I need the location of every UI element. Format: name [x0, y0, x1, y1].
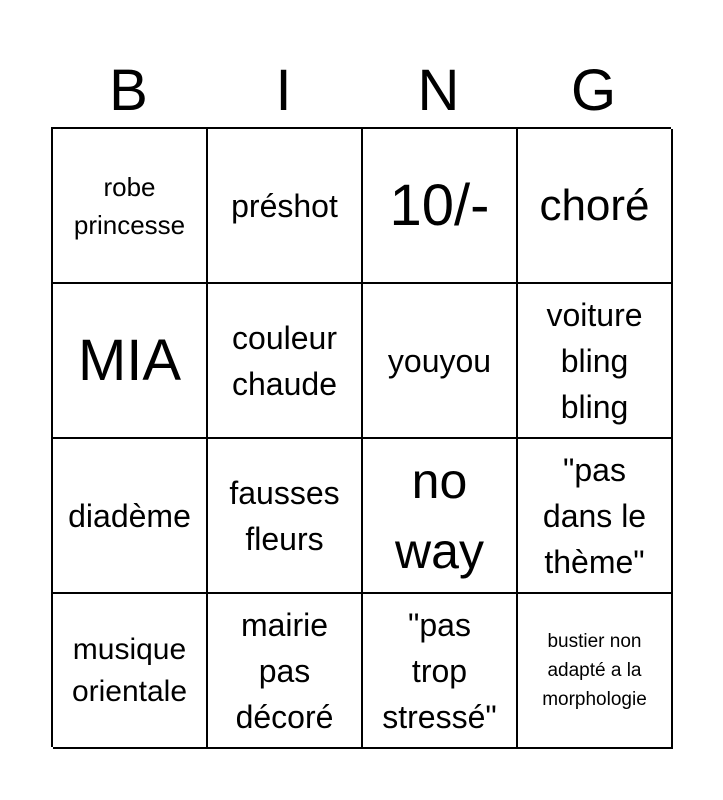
bingo-cell[interactable] — [208, 284, 363, 439]
bingo-cell[interactable] — [363, 439, 518, 594]
bingo-cell[interactable] — [363, 129, 518, 284]
bingo-cell[interactable] — [518, 284, 673, 439]
cell-text: fausses fleurs — [229, 474, 340, 557]
bingo-cell[interactable] — [53, 129, 208, 284]
bingo-cell[interactable] — [53, 439, 208, 594]
cell-text: couleur chaude — [232, 319, 337, 402]
bingo-cell[interactable] — [208, 439, 363, 594]
bingo-cell[interactable] — [363, 594, 518, 749]
header-letter-g: G — [570, 58, 617, 123]
cell-text: diadème — [68, 497, 191, 534]
bingo-cell[interactable] — [518, 129, 673, 284]
bingo-board — [51, 127, 671, 747]
cell-text: choré — [539, 180, 650, 230]
cell-text: 10/- — [389, 172, 490, 238]
header-letter-i: I — [275, 58, 292, 123]
cell-text: bustier non adapté a la morphologie — [542, 631, 647, 710]
cell-text: mairie pas décoré — [235, 606, 334, 735]
cell-text: youyou — [387, 342, 492, 379]
cell-text: robe princesse — [73, 171, 186, 240]
bingo-cell[interactable] — [518, 594, 673, 749]
bingo-cell[interactable] — [208, 594, 363, 749]
bingo-cell[interactable] — [518, 439, 673, 594]
cell-text: "pas trop stressé" — [382, 606, 497, 735]
cell-text: no way — [395, 452, 484, 579]
cell-text: musique orientale — [71, 632, 188, 708]
bingo-cell[interactable] — [208, 129, 363, 284]
header-letter-n: N — [417, 58, 460, 123]
bingo-header — [51, 58, 671, 124]
cell-text: "pas dans le thème" — [542, 451, 647, 580]
bingo-cell[interactable] — [53, 594, 208, 749]
cell-text: préshot — [231, 187, 338, 224]
bingo-cell[interactable] — [363, 284, 518, 439]
cell-text: MIA — [77, 327, 182, 393]
cell-text: voiture bling bling — [546, 296, 643, 425]
header-letter-b: B — [109, 58, 148, 123]
bingo-cell[interactable] — [53, 284, 208, 439]
